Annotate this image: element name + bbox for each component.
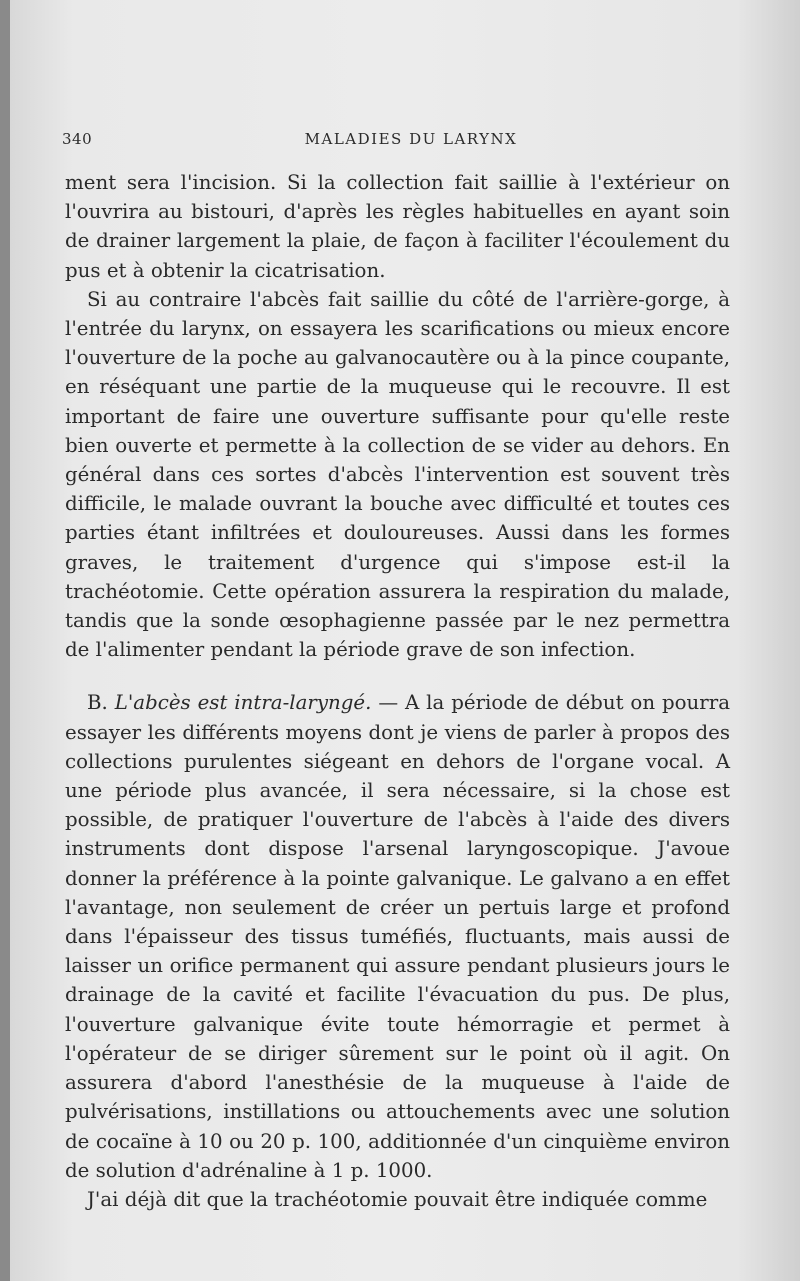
- section-label: B.: [87, 691, 108, 715]
- paragraph-2: [65, 285, 730, 665]
- body-text: [65, 168, 730, 1214]
- paragraph-1-text: ment sera l'incision. Si la collection fait saillie à l'extérieur on l'ouvrira au bistouri, d'après les règles habituelles en ayant soin de drainer largement la plaie, de façon à faciliter l'écoulement du pus et à obtenir la cicatrisation.: [65, 171, 730, 282]
- paragraph-4: [65, 1185, 730, 1214]
- page-number: 340: [62, 130, 93, 148]
- paragraph-1: [65, 168, 730, 285]
- book-page: [10, 0, 800, 1281]
- paragraph-3: [65, 688, 730, 1184]
- paragraph-2-text: Si au contraire l'abcès fait saillie du côté de l'arrière-gorge, à l'entrée du larynx, on essayera les scarifications ou mieux encore l'ouverture de la poche au galvanocautère ou à la pince coupante, en réséquant une partie de la muqueuse qui le recouvre. Il est important de faire une ouverture suffisante pour qu'elle reste bien ouverte et permette à la collection de se vider au dehors. En général dans ces sortes d'abcès l'intervention est souvent très difficile, le malade ouvrant la bouche avec difficulté et toutes ces parties étant infiltrées et douloureuses. Aussi dans les formes graves, le traitement d'urgence qui s'impose est-il la trachéotomie. Cette opération assurera la respiration du malade, tandis que la sonde œsophagienne passée par le nez permettra de l'alimenter pendant la période grave de son infection.: [65, 287, 730, 662]
- paragraph-4-text: J'ai déjà dit que la trachéotomie pouvait être indiquée comme: [87, 1187, 708, 1211]
- page-header: [62, 130, 760, 154]
- paragraph-3-text: — A la période de début on pourra essayer les différents moyens dont je viens de parler à propos des collections purulentes siégeant en dehors de l'organe vocal. A une période plus avancée, il sera nécessaire, si la chose est possible, de pratiquer l'ouverture de l'abcès à l'aide des divers instruments dont dispose l'arsenal laryngoscopique. J'avoue donner la préférence à la pointe galvanique. Le galvano a en effet l'avantage, non seulement de créer un pertuis large et profond dans l'épaisseur des tissus tuméfiés, fluctuants, mais aussi de laisser un orifice permanent qui assure pendant plusieurs jours le drainage de la cavité et facilite l'évacuation du pus. De plus, l'ouverture galvanique évite toute hémorragie et permet à l'opérateur de se diriger sûrement sur le point où il agit. On assurera d'abord l'anesthésie de la muqueuse à l'aide de pulvérisations, instillations ou attouchements avec une solution de cocaïne à 10 ou 20 p. 100, additionnée d'un cinquième environ de solution d'adrénaline à 1 p. 1000.: [65, 691, 730, 1182]
- running-title: MALADIES DU LARYNX: [304, 130, 518, 148]
- section-heading: L'abcès est intra-laryngé.: [114, 691, 372, 715]
